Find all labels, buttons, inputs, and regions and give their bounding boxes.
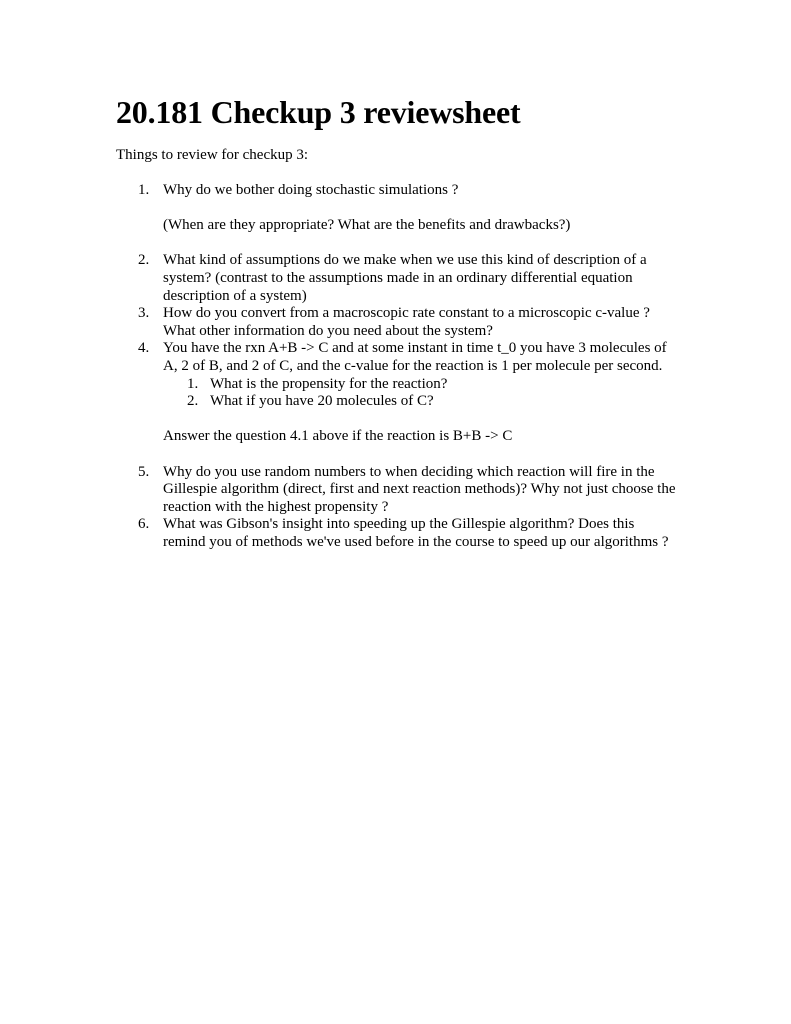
list-item <box>116 252 676 305</box>
item-followup: Answer the question 4.1 above if the reaction is B+B -> C <box>163 428 513 445</box>
item-text: Why do you use random numbers to when deciding which reaction will fire in the Gillespie algorithm (direct, first and next reaction methods)? Why not just choose the reaction with the highest propensity ? <box>163 463 676 515</box>
item-text: What kind of assumptions do we make when we use this kind of description of a system? (contrast to the assumptions made in an ordinary differential equation description of a system) <box>163 252 647 304</box>
item-text: How do you convert from a macroscopic rate constant to a microscopic c-value ? What other information do you need about the system? <box>163 305 650 339</box>
document-page <box>116 92 676 551</box>
item-number: 1. <box>138 182 150 198</box>
list-item <box>116 516 676 551</box>
item-text: Why do we bother doing stochastic simulations ? <box>163 182 459 198</box>
sub-list-item <box>163 393 676 411</box>
item-text: You have the rxn A+B -> C and at some instant in time t_0 you have 3 molecules of A, 2 of B, and 2 of C, and the c-value for the reaction is 1 per molecule per second. <box>163 340 667 374</box>
item-followup: (When are they appropriate? What are the benefits and drawbacks?) <box>163 217 571 234</box>
item-number: 2. <box>138 252 150 269</box>
review-list <box>116 182 676 551</box>
list-item <box>116 464 676 517</box>
item-number: 6. <box>138 516 150 533</box>
sub-list-item <box>163 376 676 394</box>
sub-item-number: 1. <box>187 375 199 392</box>
item-text: What was Gibson's insight into speeding up the Gillespie algorithm? Does this remind you of methods we've used before in the course to speed up our algorithms ? <box>163 516 669 550</box>
list-item <box>116 305 676 340</box>
document-title: 20.181 Checkup 3 reviewsheet <box>116 94 521 130</box>
sub-list <box>163 376 676 411</box>
list-item <box>116 182 676 252</box>
intro-text: Things to review for checkup 3: <box>116 147 309 163</box>
sub-item-text: What if you have 20 molecules of C? <box>210 393 434 410</box>
item-number: 3. <box>138 305 150 322</box>
list-item <box>116 340 676 463</box>
item-number: 5. <box>138 463 150 480</box>
sub-item-number: 2. <box>187 393 199 410</box>
sub-item-text: What is the propensity for the reaction? <box>210 375 448 392</box>
item-number: 4. <box>138 340 150 357</box>
